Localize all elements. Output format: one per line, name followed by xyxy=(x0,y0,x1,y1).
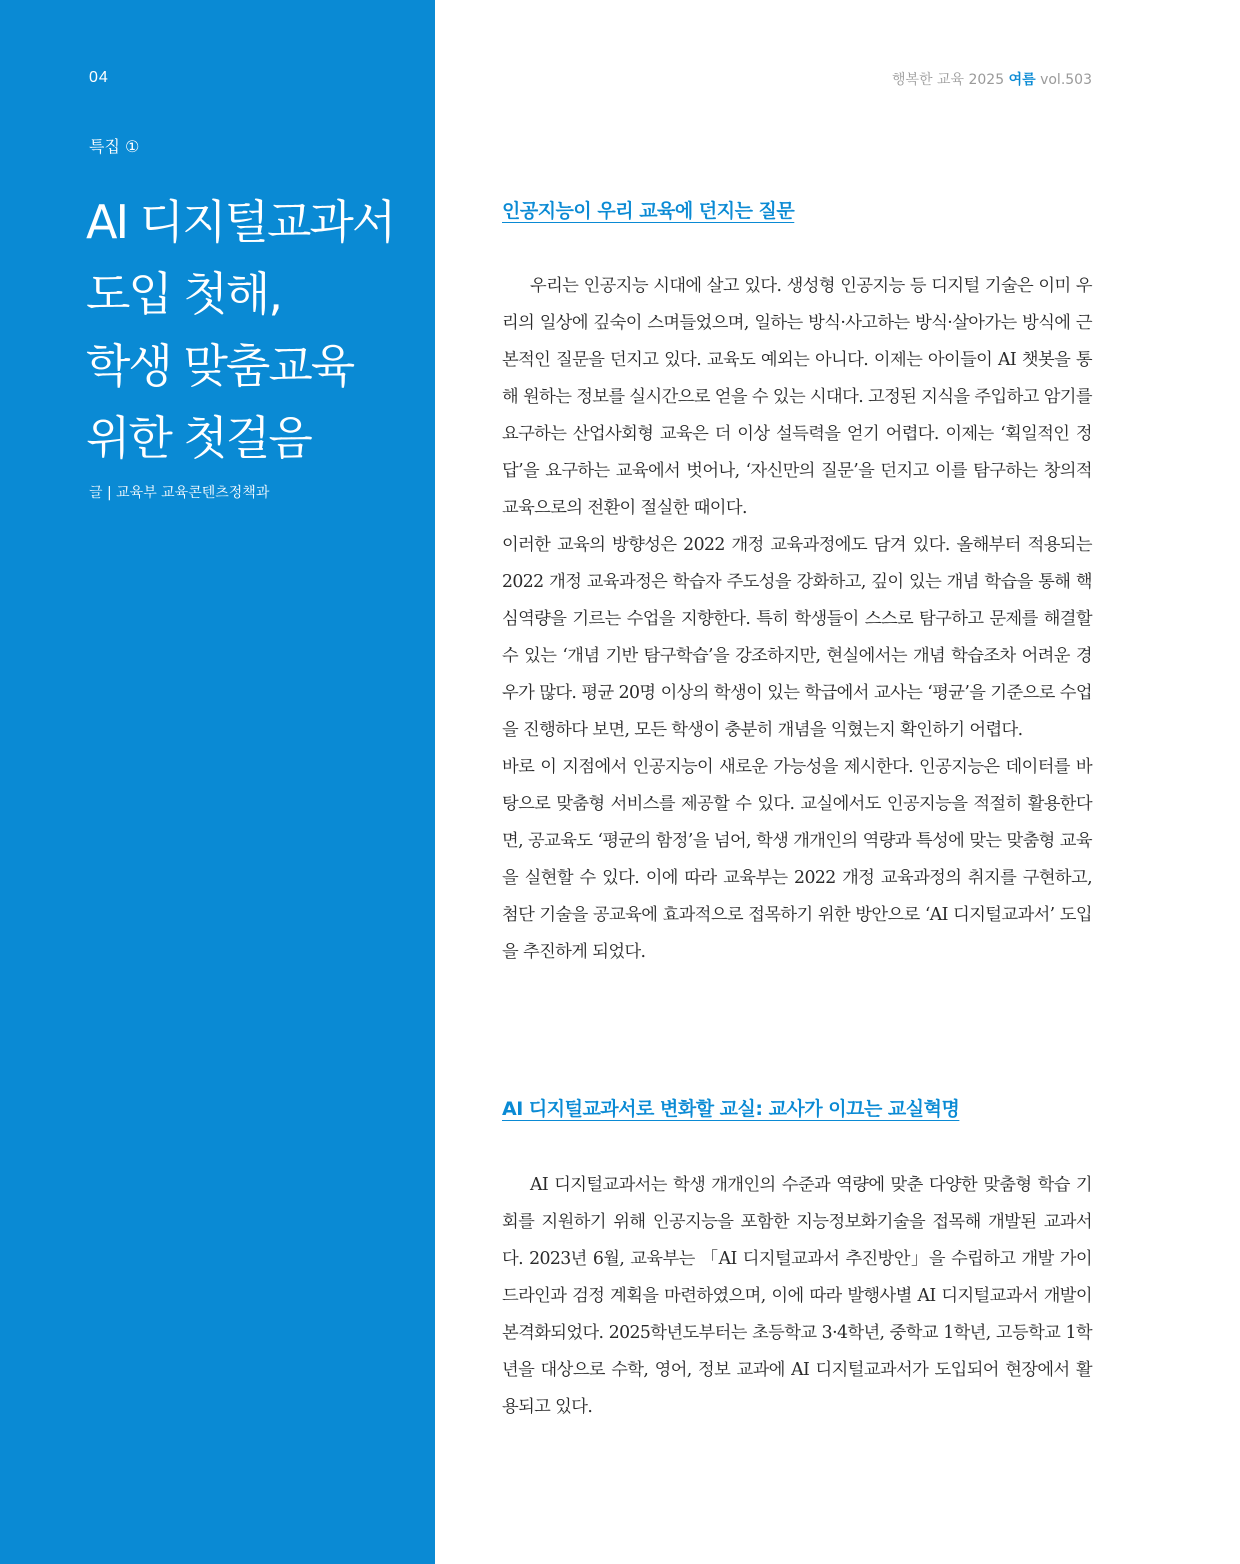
author-byline: 글 | 교육부 교육콘텐츠정책과 xyxy=(89,485,270,501)
section-text xyxy=(502,268,1092,971)
section-heading: AI 디지털교과서로 변화할 교실: 교사가 이끄는 교실혁명 xyxy=(502,1098,960,1120)
title-line: AI 디지털교과서 xyxy=(86,195,395,249)
page-number: 04 xyxy=(89,69,109,86)
section-text xyxy=(502,1167,1092,1426)
section-heading: 인공지능이 우리 교육에 던지는 질문 xyxy=(502,200,795,222)
section-label: 특집 ① xyxy=(89,137,140,156)
paragraph: 바로 이 지점에서 인공지능이 새로운 가능성을 제시한다. 인공지능은 데이터를 바탕으로 맞춤형 서비스를 제공할 수 있다. 교실에서도 인공지능을 적절히 활용한다면, 공교육도 ‘평균의 함정’을 넘어, 학생 개개인의 역량과 특성에 맞는 맞춤형 교육을 실현할 수 있다. 이에 따라 교육부는 2022 개정 교육과정의 취지를 구현하고, 첨단 기술을 공교육에 효과적으로 접목하기 위한 방안으로 ‘AI 디지털교과서’ 도입을 추진하게 되었다. xyxy=(502,757,1092,962)
paragraph: 이러한 교육의 방향성은 2022 개정 교육과정에도 담겨 있다. 올해부터 적용되는 2022 개정 교육과정은 학습자 주도성을 강화하고, 깊이 있는 개념 학습을 통해 핵심역량을 기르는 수업을 지향한다. 특히 학생들이 스스로 탐구하고 문제를 해결할 수 있는 ‘개념 기반 탐구학습’을 강조하지만, 현실에서는 개념 학습조차 어려운 경우가 많다. 평균 20명 이상의 학생이 있는 학급에서 교사는 ‘평균’을 기준으로 수업을 진행하다 보면, 모든 학생이 충분히 개념을 익혔는지 확인하기 어렵다. xyxy=(502,535,1092,740)
paragraph: 우리는 인공지능 시대에 살고 있다. 생성형 인공지능 등 디지털 기술은 이미 우리의 일상에 깊숙이 스며들었으며, 일하는 방식·사고하는 방식·살아가는 방식에 근본적인 질문을 던지고 있다. 교육도 예외는 아니다. 이제는 아이들이 AI 챗봇을 통해 원하는 정보를 실시간으로 얻을 수 있는 시대다. 고정된 지식을 주입하고 암기를 요구하는 산업사회형 교육은 더 이상 설득력을 얻기 어렵다. 이제는 ‘획일적인 정답’을 요구하는 교육에서 벗어나, ‘자신만의 질문’을 던지고 이를 탐구하는 창의적 교육으로의 전환이 절실한 때이다. xyxy=(502,276,1092,518)
title-line: 위한 첫걸음 xyxy=(86,411,311,465)
sidebar-panel xyxy=(0,0,435,1564)
season-label: 여름 xyxy=(1008,72,1036,88)
article-title xyxy=(86,186,394,474)
title-line: 도입 첫해, xyxy=(86,267,281,321)
volume-number: vol.503 xyxy=(1040,72,1092,88)
running-header xyxy=(892,69,1092,89)
publication-name: 행복한 교육 2025 xyxy=(891,72,1005,88)
title-line: 학생 맞춤교육 xyxy=(86,339,354,393)
paragraph: AI 디지털교과서는 학생 개개인의 수준과 역량에 맞춘 다양한 맞춤형 학습 기회를 지원하기 위해 인공지능을 포함한 지능정보화기술을 접목해 개발된 교과서다. 2023년 6월, 교육부는 「AI 디지털교과서 추진방안」을 수립하고 개발 가이드라인과 검정 계획을 마련하였으며, 이에 따라 발행사별 AI 디지털교과서 개발이 본격화되었다. 2025학년도부터는 초등학교 3·4학년, 중학교 1학년, 고등학교 1학년을 대상으로 수학, 영어, 정보 교과에 AI 디지털교과서가 도입되어 현장에서 활용되고 있다. xyxy=(502,1175,1092,1417)
